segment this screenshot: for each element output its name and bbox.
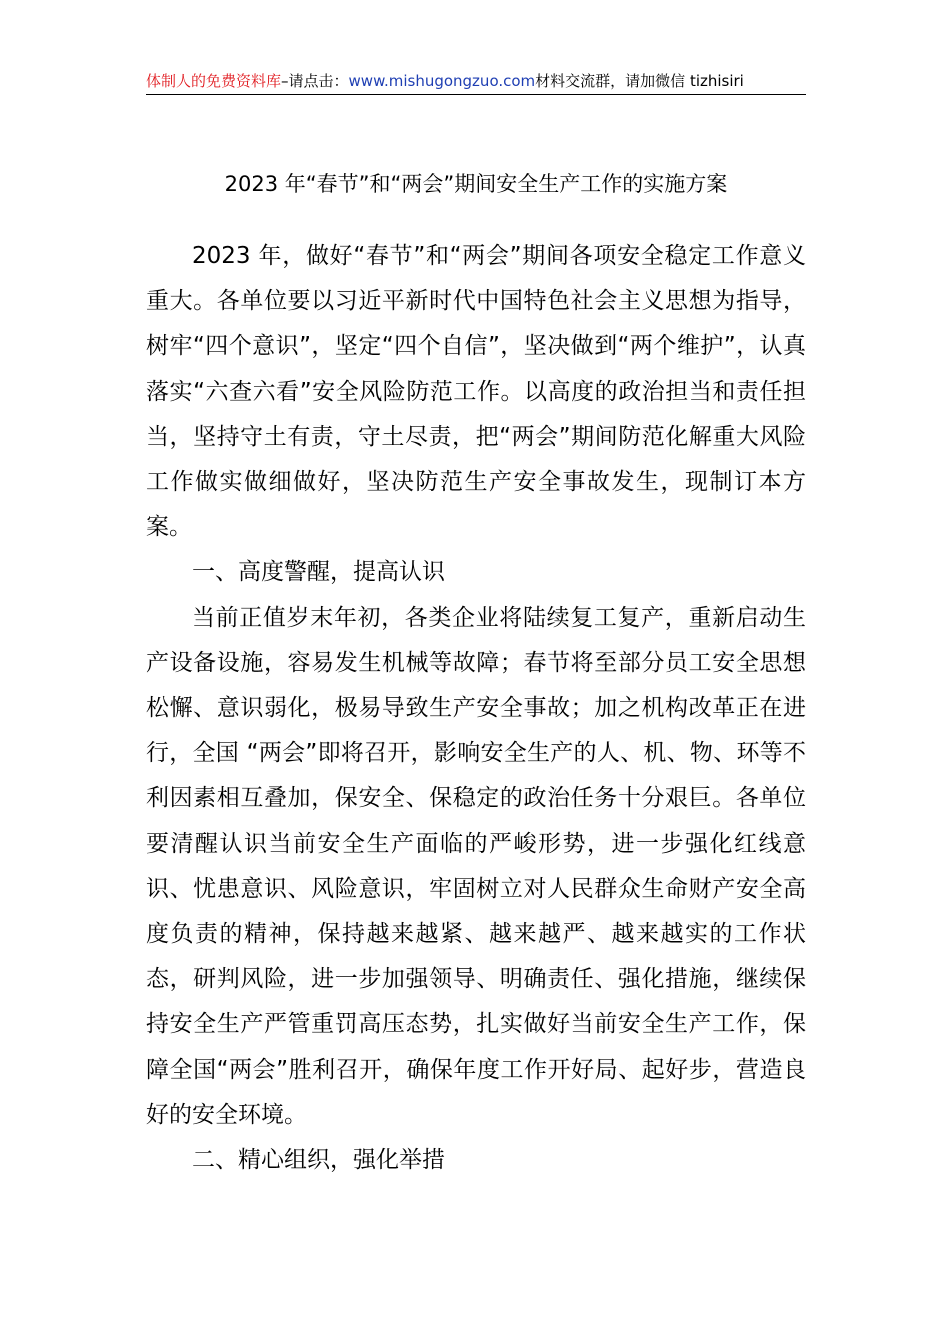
header-link[interactable]: www.mishugongzuo.com [348,72,536,90]
document-body [146,234,806,1183]
section-1-paragraph: 当前正值岁末年初，各类企业将陆续复工复产，重新启动生产设备设施，容易发生机械等故障；春节将至部分员工安全思想松懈、意识弱化，极易导致生产安全事故；加之机构改革正在进行，全国 “两会”即将召开，影响安全生产的人、机、物、环等不利因素相互叠加，保安全、保稳定的政治任务十分艰巨。各单位要清醒认识当前安全生产面临的严峻形势，进一步强化红线意识、忧患意识、风险意识，牢固树立对人民群众生命财产安全高度负责的精神，保持越来越紧、越来越严、越来越实的工作状态，研判风险，进一步加强领导、明确责任、强化措施，继续保持安全生产严管重罚高压态势，扎实做好当前安全生产工作，保障全国“两会”胜利召开，确保年度工作开好局、起好步，营造良好的安全环境。 [146,604,806,1128]
section-heading-1: 一、高度警醒，提高认识 [192,559,445,586]
header-prompt: –请点击： [281,72,349,90]
section-heading-2: 二、精心组织，强化举措 [192,1147,445,1174]
header-suffix: 材料交流群，请加微信 tizhisiri [535,72,744,90]
page-header [146,68,806,95]
intro-paragraph: 2023 年，做好“春节”和“两会”期间各项安全稳定工作意义重大。各单位要以习近平新时代中国特色社会主义思想为指导，树牢“四个意识”，坚定“四个自信”，坚决做到“两个维护”，认真落实“六查六看”安全风险防范工作。以高度的政治担当和责任担当，坚持守土有责，守土尽责，把“两会”期间防范化解重大风险工作做实做细做好，坚决防范生产安全事故发生，现制订本方案。 [146,243,806,541]
header-brand: 体制人的免费资料库 [146,72,282,90]
document-title: 2023 年“春节”和“两会”期间安全生产工作的实施方案 [224,172,728,196]
